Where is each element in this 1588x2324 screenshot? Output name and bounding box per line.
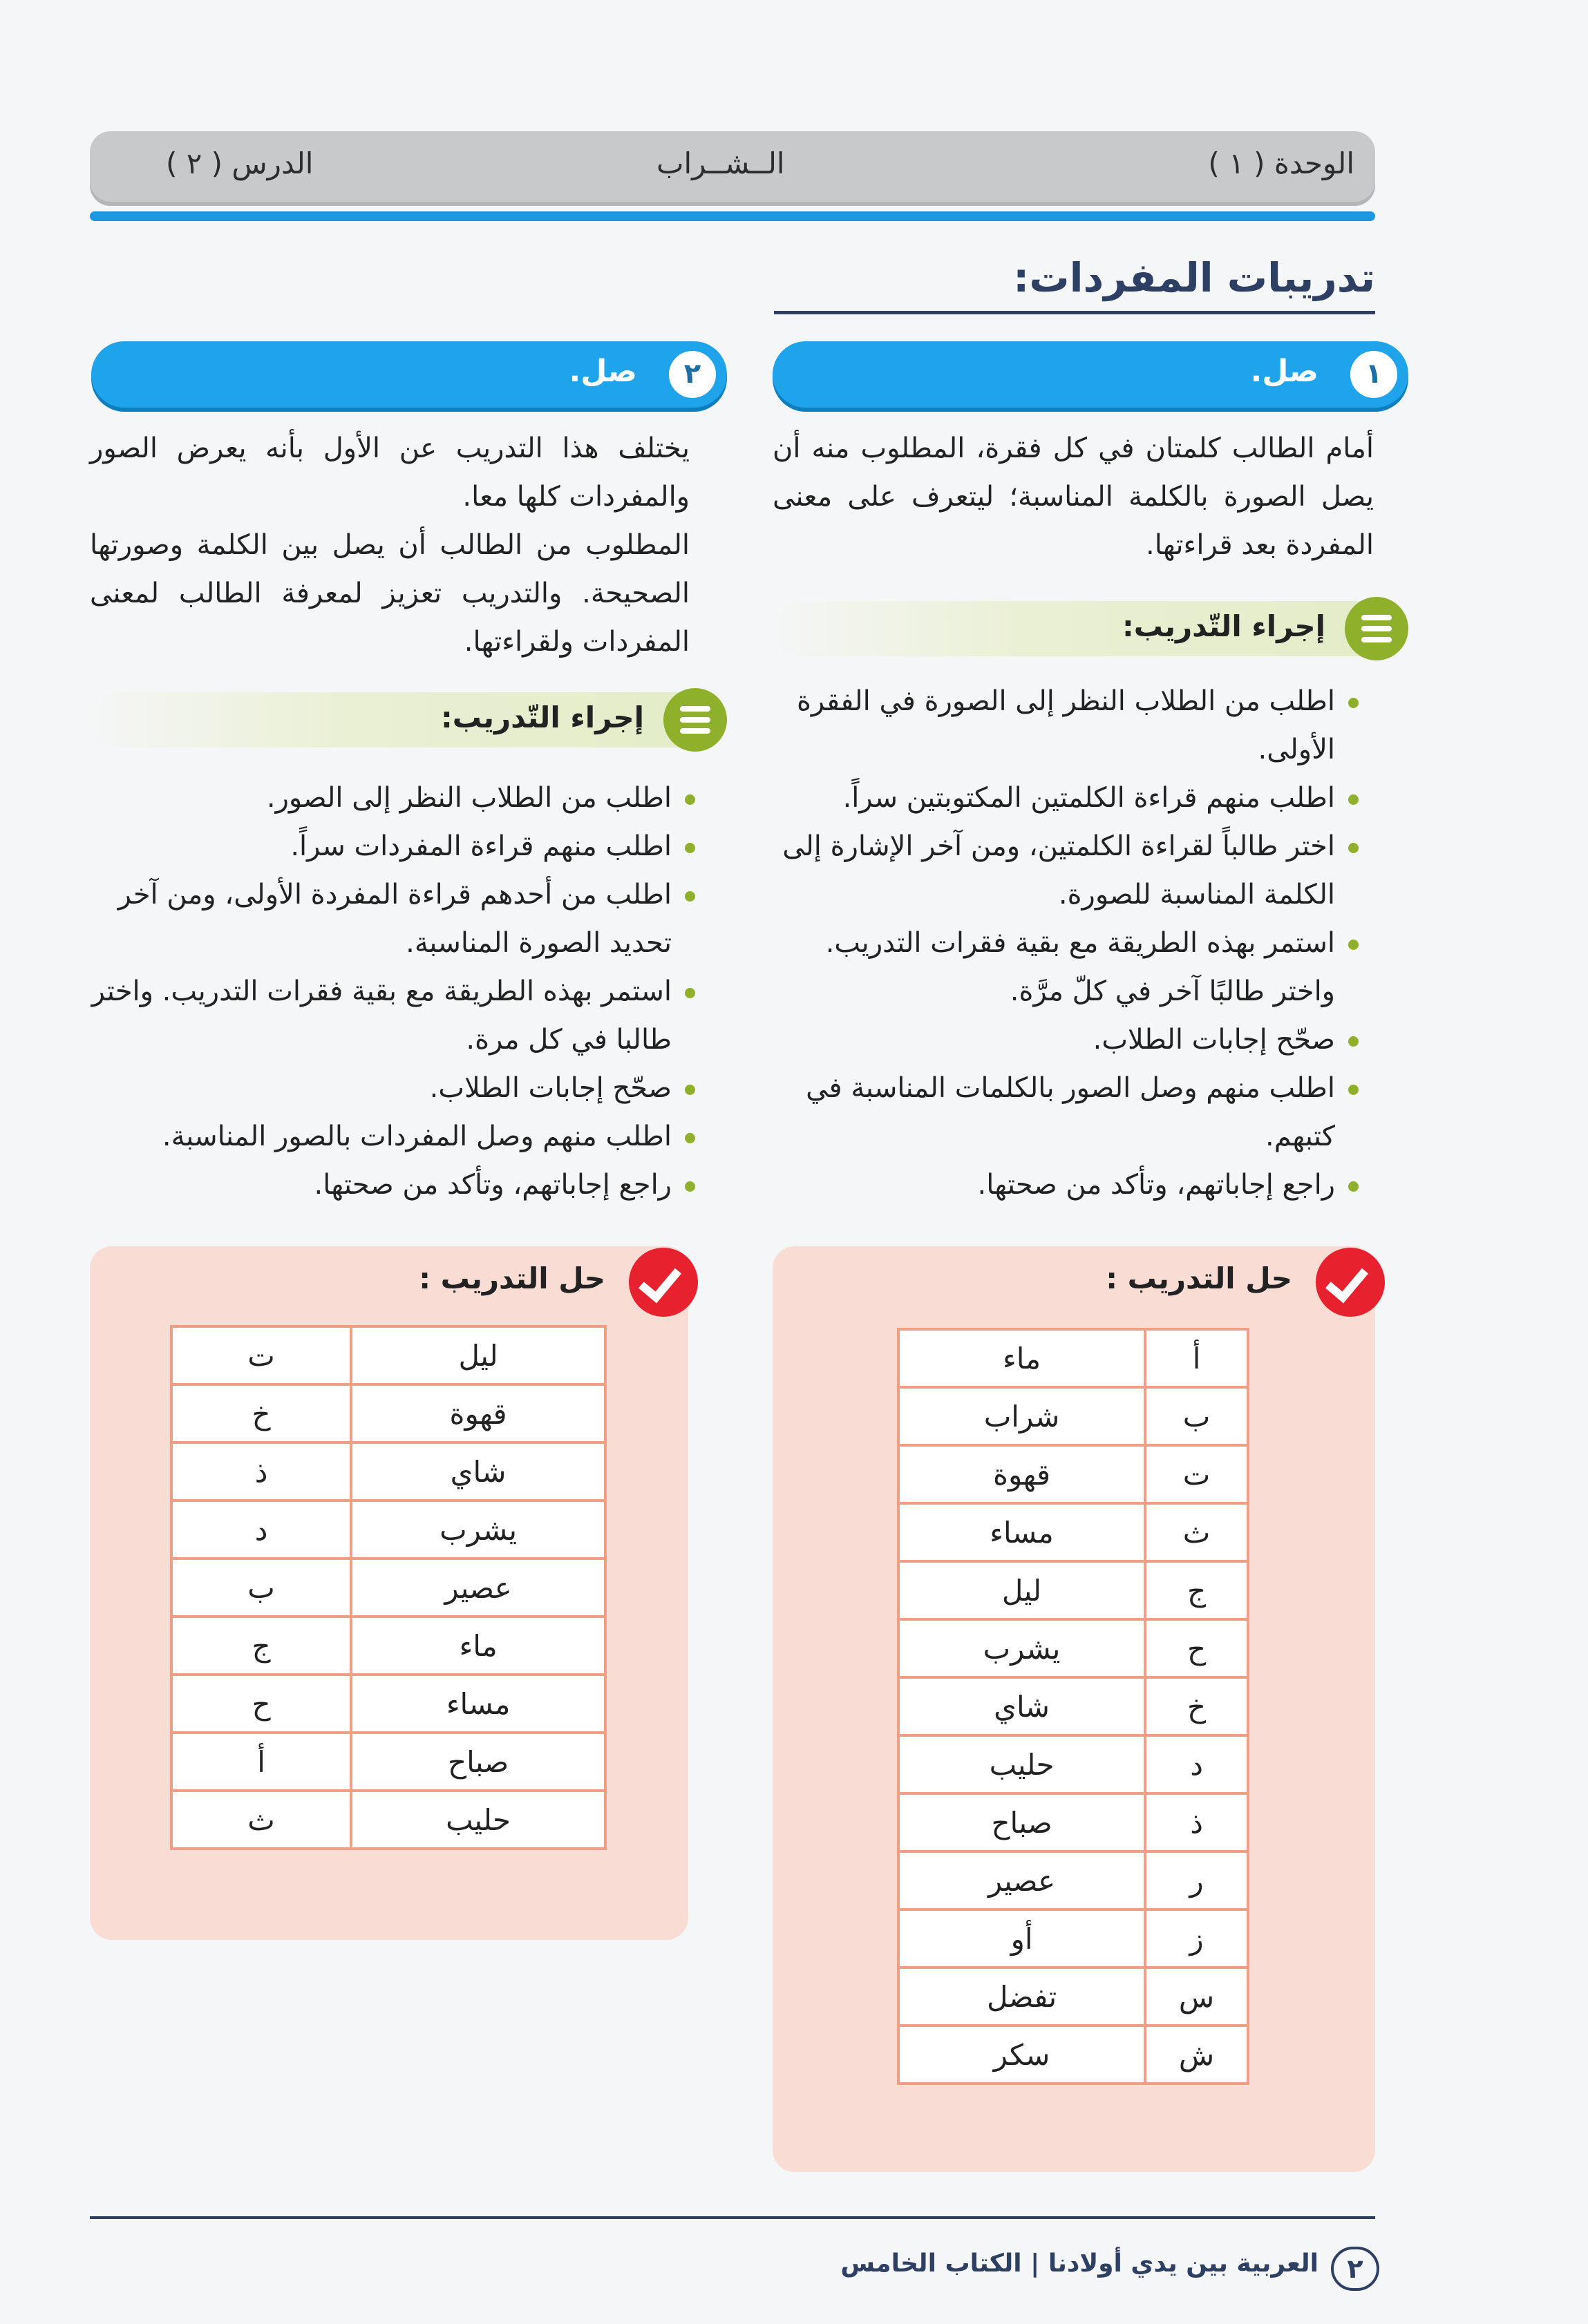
check-icon [629, 1248, 698, 1317]
table-cell: ح [171, 1675, 351, 1733]
exercise-2-procedure-header [91, 692, 720, 747]
table-cell: ذ [1145, 1793, 1248, 1851]
table-cell: عصير [351, 1559, 605, 1617]
table-cell: صباح [351, 1733, 605, 1791]
table-cell: ر [1145, 1851, 1248, 1909]
table-row [171, 1501, 605, 1559]
table-cell: س [1145, 1968, 1248, 2026]
exercise-2-intro-2: المطلوب من الطالب أن يصل بين الكلمة وصورتها الصحيحة. والتدريب تعزيز لمعرفة الطالب لمعنى المفردات ولقراءتها. [90, 529, 690, 658]
page-number: ٢ [1331, 2247, 1379, 2291]
exercise-1-intro: أمام الطالب كلمتان في كل فقرة، المطلوب منه أن يصل الصورة بالكلمة المناسبة؛ ليتعرف على معنى المفردة بعد قراءتها. [773, 432, 1374, 561]
list-icon [663, 688, 727, 752]
table-cell: حليب [898, 1735, 1145, 1793]
lesson-label: الدرس ( ٢ ) [166, 146, 314, 180]
table-row [171, 1791, 605, 1849]
table-row [171, 1326, 605, 1384]
table-row [898, 1619, 1248, 1677]
table-cell: شاي [898, 1677, 1145, 1735]
exercise-2-solution-box [90, 1246, 688, 1940]
check-icon [1316, 1248, 1385, 1317]
table-cell: أ [171, 1733, 351, 1791]
list-item: اطلب منهم وصل الصور بالكلمات المناسبة في كتبهم. [767, 1064, 1361, 1161]
table-row [171, 1559, 605, 1617]
table-cell: ماء [898, 1329, 1145, 1387]
table-row [171, 1675, 605, 1733]
table-cell: ح [1145, 1619, 1248, 1677]
list-item: اختر طالباً لقراءة الكلمتين، ومن آخر الإشارة إلى الكلمة المناسبة للصورة. [767, 822, 1361, 919]
table-row [898, 1329, 1248, 1387]
list-item: اطلب منهم قراءة المفردات سراً. [83, 822, 698, 870]
table-cell: قهوة [898, 1445, 1145, 1503]
solution-title: حل التدريب : [419, 1261, 605, 1295]
list-item: راجع إجاباتهم، وتأكد من صحتها. [767, 1161, 1361, 1209]
header-bar [90, 131, 1375, 206]
table-row [171, 1442, 605, 1501]
exercise-1-procedure-header [773, 601, 1401, 656]
procedure-title: إجراء التّدريب: [440, 701, 644, 734]
exercise-1-solution-box [773, 1246, 1375, 2172]
list-item: استمر بهذه الطريقة مع بقية فقرات التدريب. واختر طالبًا آخر في كلّ مرَّة. [767, 919, 1361, 1016]
list-item: استمر بهذه الطريقة مع بقية فقرات التدريب. واختر طالبا في كل مرة. [83, 967, 698, 1064]
exercise-2-number: ٢ [665, 347, 720, 402]
table-cell: ب [1145, 1387, 1248, 1445]
table-cell: خ [1145, 1677, 1248, 1735]
table-row [898, 1503, 1248, 1561]
section-title: تدريبات المفردات: [1013, 254, 1375, 301]
table-row [898, 1387, 1248, 1445]
table-cell: يشرب [351, 1501, 605, 1559]
table-cell: ب [171, 1559, 351, 1617]
procedure-title: إجراء التّدريب: [1122, 609, 1325, 643]
table-cell: سكر [898, 2026, 1145, 2084]
unit-label: الوحدة ( ١ ) [1208, 146, 1354, 180]
table-cell: ج [1145, 1561, 1248, 1619]
list-item: اطلب من أحدهم قراءة المفردة الأولى، ومن آخر تحديد الصورة المناسبة. [83, 870, 698, 967]
table-cell: حليب [351, 1791, 605, 1849]
exercise-1-solution-table [897, 1328, 1249, 2085]
table-cell: ث [1145, 1503, 1248, 1561]
table-row [171, 1384, 605, 1442]
footer-divider [90, 2216, 1375, 2219]
table-cell: صباح [898, 1793, 1145, 1851]
header-divider [90, 211, 1375, 221]
list-item: صحّح إجابات الطلاب. [83, 1064, 698, 1112]
list-item: اطلب من الطلاب النظر إلى الصور. [83, 774, 698, 822]
list-item: اطلب منهم وصل المفردات بالصور المناسبة. [83, 1112, 698, 1161]
table-cell: ش [1145, 2026, 1248, 2084]
table-cell: يشرب [898, 1619, 1145, 1677]
table-cell: شراب [898, 1387, 1145, 1445]
table-cell: مساء [898, 1503, 1145, 1561]
book-title: العربية بين يدي أولادنا | الكتاب الخامس [840, 2249, 1318, 2278]
table-cell: ذ [171, 1442, 351, 1501]
table-row [898, 1909, 1248, 1968]
table-cell: ت [171, 1326, 351, 1384]
table-row [898, 1561, 1248, 1619]
list-item: راجع إجاباتهم، وتأكد من صحتها. [83, 1161, 698, 1209]
table-cell: ليل [351, 1326, 605, 1384]
table-cell: مساء [351, 1675, 605, 1733]
topic-label: الــشــراب [656, 146, 785, 180]
table-cell: ماء [351, 1617, 605, 1675]
table-cell: ز [1145, 1909, 1248, 1968]
table-row [898, 1677, 1248, 1735]
table-row [898, 1793, 1248, 1851]
table-cell: ليل [898, 1561, 1145, 1619]
table-cell: ث [171, 1791, 351, 1849]
table-cell: عصير [898, 1851, 1145, 1909]
table-row [898, 1445, 1248, 1503]
table-cell: شاي [351, 1442, 605, 1501]
section-underline [774, 311, 1375, 314]
table-cell: ج [171, 1617, 351, 1675]
list-item: اطلب من الطلاب النظر إلى الصورة في الفقرة الأولى. [767, 677, 1361, 774]
table-row [898, 1735, 1248, 1793]
table-row [898, 2026, 1248, 2084]
exercise-1-header [773, 341, 1408, 408]
table-cell: د [1145, 1735, 1248, 1793]
exercise-2-intro-1: يختلف هذا التدريب عن الأول بأنه يعرض الصور والمفردات كلها معا. [90, 432, 690, 513]
table-row [171, 1617, 605, 1675]
exercise-1-steps [767, 677, 1361, 1209]
solution-title: حل التدريب : [1106, 1261, 1292, 1295]
exercise-2-solution-table [170, 1325, 607, 1850]
exercise-1-number: ١ [1346, 347, 1401, 402]
table-cell: قهوة [351, 1384, 605, 1442]
exercise-2-steps [83, 774, 698, 1209]
table-cell: ت [1145, 1445, 1248, 1503]
table-cell: د [171, 1501, 351, 1559]
table-cell: أ [1145, 1329, 1248, 1387]
list-icon [1345, 597, 1408, 660]
list-item: صحّح إجابات الطلاب. [767, 1016, 1361, 1064]
table-row [898, 1968, 1248, 2026]
table-cell: تفضل [898, 1968, 1145, 2026]
exercise-2-header [91, 341, 727, 408]
exercise-1-label: صل. [1250, 354, 1318, 389]
exercise-2-label: صل. [569, 354, 637, 389]
table-cell: أو [898, 1909, 1145, 1968]
table-cell: خ [171, 1384, 351, 1442]
table-row [898, 1851, 1248, 1909]
list-item: اطلب منهم قراءة الكلمتين المكتوبتين سراً. [767, 774, 1361, 822]
table-row [171, 1733, 605, 1791]
